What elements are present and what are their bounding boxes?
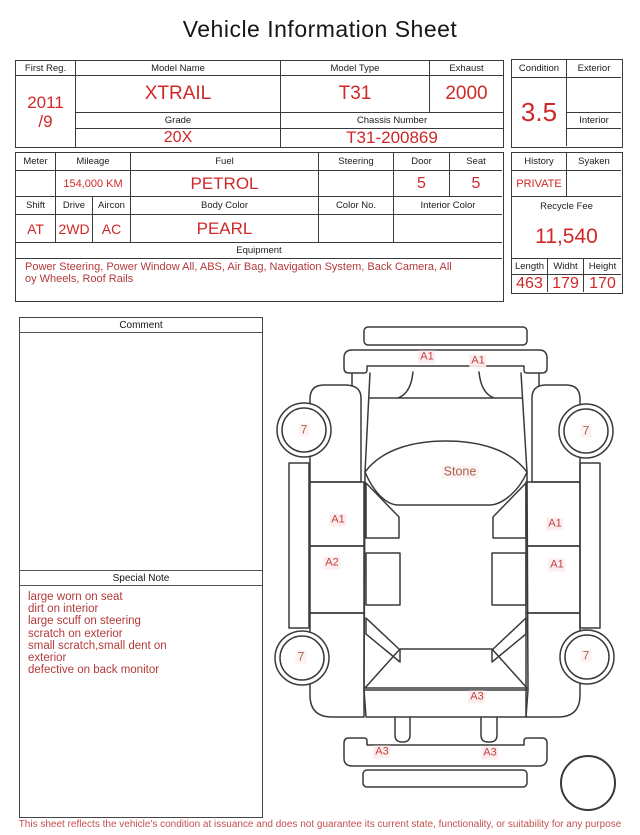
tailgate-panel: [364, 690, 528, 717]
mileage-value: 154,000 KM: [56, 171, 131, 197]
rear-lamp-tabs: [395, 717, 497, 742]
right-sill-panel: [580, 463, 600, 628]
steering-value: [319, 171, 394, 197]
comment-header: Comment: [20, 318, 262, 333]
syaken-header: Syaken: [567, 153, 621, 171]
aircon-header: Aircon: [93, 197, 131, 215]
special-note-line: scratch on exterior: [28, 627, 123, 640]
wheel-label-front-right: 7: [582, 423, 590, 438]
recycle-fee-value: 11,540: [512, 215, 621, 259]
equipment-line-1: Power Steering, Power Window All, ABS, Air Bag, Navigation System, Back Camera, All: [25, 261, 452, 273]
first-reg-month: /9: [38, 111, 53, 131]
mileage-header: Mileage: [56, 153, 131, 171]
width-header: Widht: [548, 259, 584, 275]
interior-color-header: Interior Color: [394, 197, 502, 215]
fuel-header: Fuel: [131, 153, 319, 171]
left-sill-panel: [289, 463, 309, 628]
meter-value: [16, 171, 56, 197]
shift-header: Shift: [16, 197, 56, 215]
height-header: Height: [584, 259, 621, 275]
drive-value: 2WD: [56, 215, 93, 243]
vehicle-identity-table: [15, 60, 504, 148]
right-front-door-panel: [526, 482, 580, 546]
notes-panel: [19, 317, 263, 818]
rear-window: [365, 649, 527, 688]
spare-tire: [561, 756, 615, 810]
syaken-value: [567, 171, 621, 197]
meter-header: Meter: [16, 153, 56, 171]
damage-label-tailgate: A3: [470, 690, 484, 703]
damage-label-left-rear-door: A2: [325, 556, 339, 569]
history-value: PRIVATE: [512, 171, 567, 197]
front-bumper-strip: [364, 327, 527, 345]
special-note-body: [20, 586, 262, 817]
special-note-header: Special Note: [20, 570, 262, 586]
color-no-value: [319, 215, 394, 243]
left-front-window: [366, 483, 399, 538]
special-note-line: dirt on interior: [28, 603, 99, 616]
height-value: 170: [589, 275, 616, 292]
width-value: 179: [548, 275, 584, 292]
first-reg-header: First Reg.: [16, 61, 76, 76]
color-no-header: Color No.: [319, 197, 394, 215]
chassis-number-header: Chassis Number: [281, 113, 503, 129]
door-header: Door: [394, 153, 450, 171]
damage-label-left-front-door: A1: [331, 513, 345, 526]
car-damage-diagram: [270, 308, 640, 818]
wheel-label-rear-left: 7: [297, 649, 305, 664]
special-note-line: large worn on seat: [28, 591, 123, 603]
steering-header: Steering: [319, 153, 394, 171]
exterior-value: [567, 78, 621, 113]
wheel-label-rear-right: 7: [582, 648, 590, 663]
specs-table: [15, 152, 504, 302]
left-rear-window: [366, 553, 400, 605]
damage-label-front-bumper-left: A1: [420, 350, 434, 363]
chassis-number-value: T31-200869: [346, 129, 438, 147]
damage-label-rear-bumper-left: A3: [375, 745, 389, 758]
special-note-line: small scratch,small dent on: [28, 639, 167, 652]
special-note-line: exterior: [28, 652, 67, 665]
body-color-value: PEARL: [131, 215, 319, 243]
fuel-value: PETROL: [131, 171, 319, 197]
interior-value: [567, 129, 621, 146]
seat-value: 5: [450, 171, 502, 197]
damage-label-windshield: Stone: [443, 464, 477, 479]
history-fee-table: [511, 152, 623, 294]
grade-value: 20X: [76, 129, 281, 147]
model-type-value: T31: [281, 76, 430, 113]
seat-header: Seat: [450, 153, 502, 171]
length-header: Length: [512, 259, 548, 275]
front-bumper-bar: [344, 350, 547, 373]
dimensions-table: [512, 259, 621, 292]
equipment-line-2: oy Wheels, Roof Rails: [25, 272, 134, 285]
hood: [365, 372, 527, 472]
damage-label-front-bumper-right: A1: [471, 354, 485, 367]
grade-header: Grade: [76, 113, 281, 129]
model-type-header: Model Type: [281, 61, 430, 76]
interior-color-value: [394, 215, 502, 243]
special-note-line: large scuff on steering: [28, 615, 141, 628]
condition-header: Condition: [512, 60, 567, 78]
special-note-line: defective on back monitor: [28, 664, 160, 677]
exhaust-value: 2000: [430, 76, 503, 113]
length-value: 463: [512, 275, 548, 292]
first-reg-value: [16, 76, 76, 147]
equipment-header: Equipment: [16, 243, 502, 259]
exhaust-header: Exhaust: [430, 61, 503, 76]
damage-label-right-rear-door: A1: [550, 558, 564, 571]
damage-label-right-front-door: A1: [548, 517, 562, 530]
exterior-header: Exterior: [567, 60, 621, 78]
right-rear-door-panel: [526, 546, 580, 613]
recycle-fee-header: Recycle Fee: [540, 200, 593, 212]
body-color-header: Body Color: [131, 197, 319, 215]
damage-label-rear-bumper-right: A3: [483, 746, 497, 759]
right-rear-window: [492, 553, 526, 605]
rear-bumper-strip: [363, 770, 527, 787]
disclaimer-text: This sheet reflects the vehicle's condition at issuance and does not guarantee its current state, functionality, or suitability for any purpose: [18, 819, 622, 830]
front-connectors: [352, 373, 539, 386]
condition-table: [511, 59, 623, 148]
first-reg-year: 2011: [27, 92, 64, 112]
comment-body: [20, 333, 262, 570]
right-front-window: [493, 483, 526, 538]
shift-value: AT: [16, 215, 56, 243]
equipment-text: [16, 259, 502, 300]
aircon-value: AC: [93, 215, 131, 243]
page-title: Vehicle Information Sheet: [182, 16, 458, 42]
interior-header: Interior: [567, 113, 621, 129]
history-header: History: [512, 153, 567, 171]
condition-value: 3.5: [512, 78, 567, 146]
model-name-header: Model Name: [76, 61, 281, 76]
drive-header: Drive: [56, 197, 93, 215]
door-value: 5: [394, 171, 450, 197]
model-name-value: XTRAIL: [76, 76, 281, 113]
wheel-label-front-left: 7: [300, 422, 308, 437]
